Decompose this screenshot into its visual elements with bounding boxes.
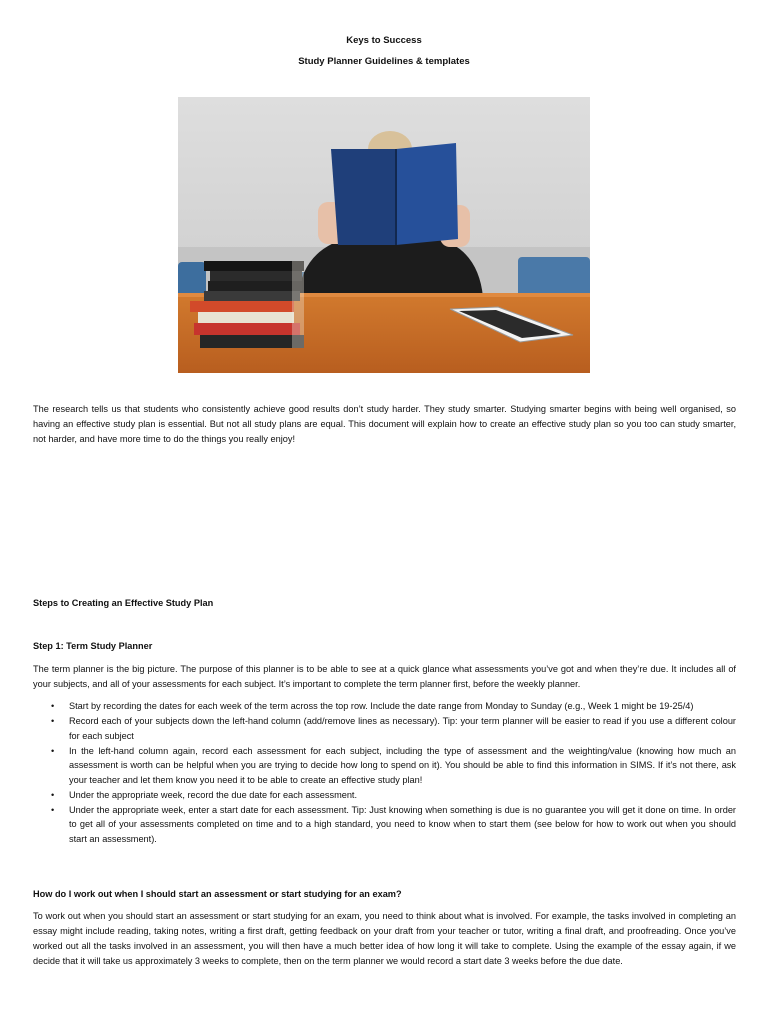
list-item: [33, 699, 736, 714]
steps-heading: Steps to Creating an Effective Study Plan: [33, 598, 214, 608]
student-reading-photo: [178, 97, 590, 373]
step1-heading: Step 1: Term Study Planner: [33, 641, 153, 651]
document-subtitle: Study Planner Guidelines & templates: [298, 56, 470, 67]
when-start-body: To work out when you should start an assessment or start studying for an exam, you need to think about what is involved. For example, the tasks involved in completing an essay might include reading, taking notes, writing a first draft, getting feedback on your draft from your teacher or tutor, writing a final draft, and proofreading. Once you’ve worked out all the tasks involved in an assessment, you will then have a much better idea of how long it will take to complete. Using the example of the essay again, if we decide that it will take us approximately 3 weeks to complete, then on the term planner we would record a start date 3 weeks before the due date.: [33, 911, 736, 966]
list-item-text: Under the appropriate week, enter a start date for each assessment. Tip: Just knowing when something is due is no guarantee you will get it done on time. In order to get all of your assessments completed on time and to a high standard, you need to know when to start them (see below for how to work out when you should start an assessment).: [69, 804, 736, 844]
list-item-text: In the left-hand column again, record each assessment for each subject, including the type of assessment and the weighting/value (knowing how much an assessment is worth can be helpful when you are trying to decide how long to spend on it). You should be able to find this information in SIMS. If it’s not there, ask your teacher and let them know you need it to be able to create an effective study plan!: [69, 745, 736, 785]
list-item-text: Under the appropriate week, record the due date for each assessment.: [69, 789, 358, 800]
document-title: Keys to Success: [346, 35, 422, 46]
list-item: [33, 788, 736, 803]
list-item-text: Start by recording the dates for each week of the term across the top row. Include the date range from Monday to Sunday (e.g., Week 1 might be 19-25/4): [69, 701, 694, 711]
list-item: [33, 803, 736, 847]
step1-bullet-list: [33, 699, 736, 847]
bullet-icon: •: [51, 745, 55, 756]
bullet-icon: •: [51, 789, 55, 800]
list-item: [33, 744, 736, 788]
list-item-text: Record each of your subjects down the left-hand column (add/remove lines as necessary). Tip: your term planner will be easier to read if you use a different colour for each subject: [69, 716, 736, 741]
step1-body: The term planner is the big picture. The purpose of this planner is to be able to see at a quick glance what assessments you’ve got and when they’re due. It includes all of your subjects, and all of your assessments for each subject. It’s important to complete the term planner first, before the weekly planner.: [33, 664, 736, 689]
intro-paragraph: The research tells us that students who consistently achieve good results don’t study harder. They study smarter. Studying smarter begins with being well organised, so having an effective study plan is essential. But not all study plans are equal. This document will explain how to create an effective study plan so you too can study smarter, not harder, and have more time to do the things you really enjoy!: [33, 404, 736, 444]
bullet-icon: •: [51, 804, 55, 815]
bullet-icon: •: [51, 701, 55, 711]
when-start-heading: How do I work out when I should start an assessment or start studying for an exam?: [33, 889, 402, 899]
list-item: [33, 714, 736, 743]
bullet-icon: •: [51, 716, 55, 726]
